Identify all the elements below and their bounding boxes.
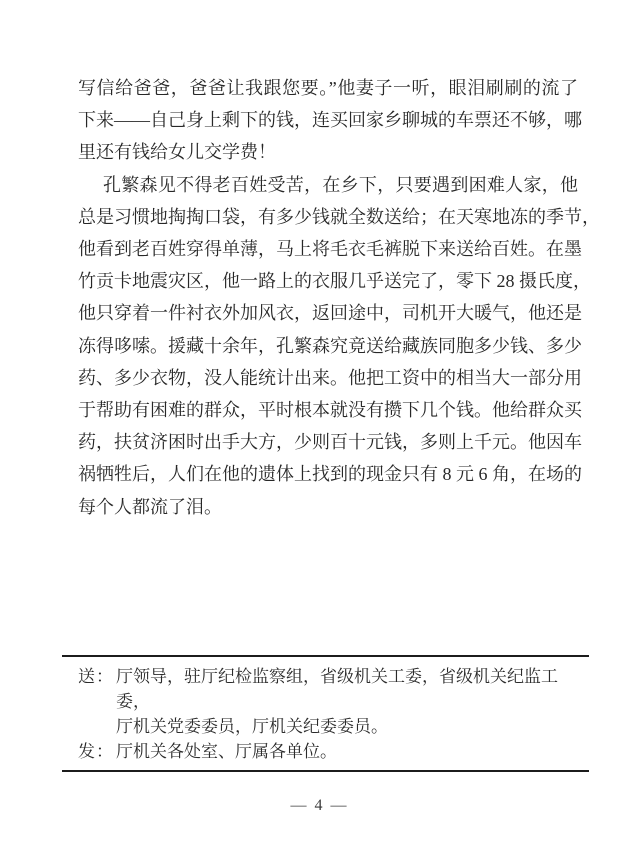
body-line: 于帮助有困难的群众，平时根本就没有攒下几个钱。他给群众买 xyxy=(78,400,582,421)
page-number: — 4 — xyxy=(290,797,349,814)
body-line: 药，扶贫济困时出手大方，少则百十元钱，多则上千元。他因车 xyxy=(78,432,582,453)
body-line: 祸牺牲后，人们在他的遗体上找到的现金只有 8 元 6 角，在场的 xyxy=(78,464,582,485)
footer-cc-row xyxy=(78,664,583,739)
paragraph-2 xyxy=(78,169,600,523)
footer-cc-label: 送： xyxy=(78,667,114,686)
body-line: 他看到老百姓穿得单薄，马上将毛衣毛裤脱下来送给百姓。在墨 xyxy=(78,239,582,260)
body-line: 冻得哆嗦。援藏十余年，孔繁森究竟送给藏族同胞多少钱、多少 xyxy=(78,335,582,356)
body-line: 每个人都流了泪。 xyxy=(78,496,222,517)
body-line: 总是习惯地掏掏口袋，有多少钱就全数送给；在天寒地冻的季节， xyxy=(78,206,600,227)
footer-cc-line: 厅机关党委委员，厅机关纪委委员。 xyxy=(116,717,388,736)
body-line: 药、多少衣物，没人能统计出来。他把工资中的相当大一部分用 xyxy=(78,367,582,388)
footer-cc-line: 厅领导，驻厅纪检监察组，省级机关工委，省级机关纪监工委， xyxy=(116,667,558,711)
body-line: 写信给爸爸，爸爸让我跟您要。”他妻子一听，眼泪刷刷的流了 xyxy=(78,78,578,98)
paragraph-1 xyxy=(78,72,582,169)
footer-dist-row xyxy=(78,739,583,764)
body-line: 竹贡卡地震灾区，他一路上的衣服几乎送完了，零下 28 摄氏度， xyxy=(78,271,591,292)
distribution-footer xyxy=(62,655,589,772)
footer-dist-label: 发： xyxy=(78,742,114,761)
body-line: 孔繁森见不得老百姓受苦，在乡下，只要遇到困难人家，他 xyxy=(103,174,578,195)
footer-dist-text: 厅机关各处室、厅属各单位。 xyxy=(116,742,337,761)
body-text xyxy=(78,72,600,523)
body-line: 下来——自己身上剩下的钱，连买回家乡聊城的车票还不够，哪 xyxy=(78,110,582,131)
body-line: 他只穿着一件衬衣外加风衣，返回途中，司机开大暖气，他还是 xyxy=(78,303,582,324)
footer-cc-text xyxy=(116,664,583,739)
body-line: 里还有钱给女儿交学费！ xyxy=(78,142,276,163)
